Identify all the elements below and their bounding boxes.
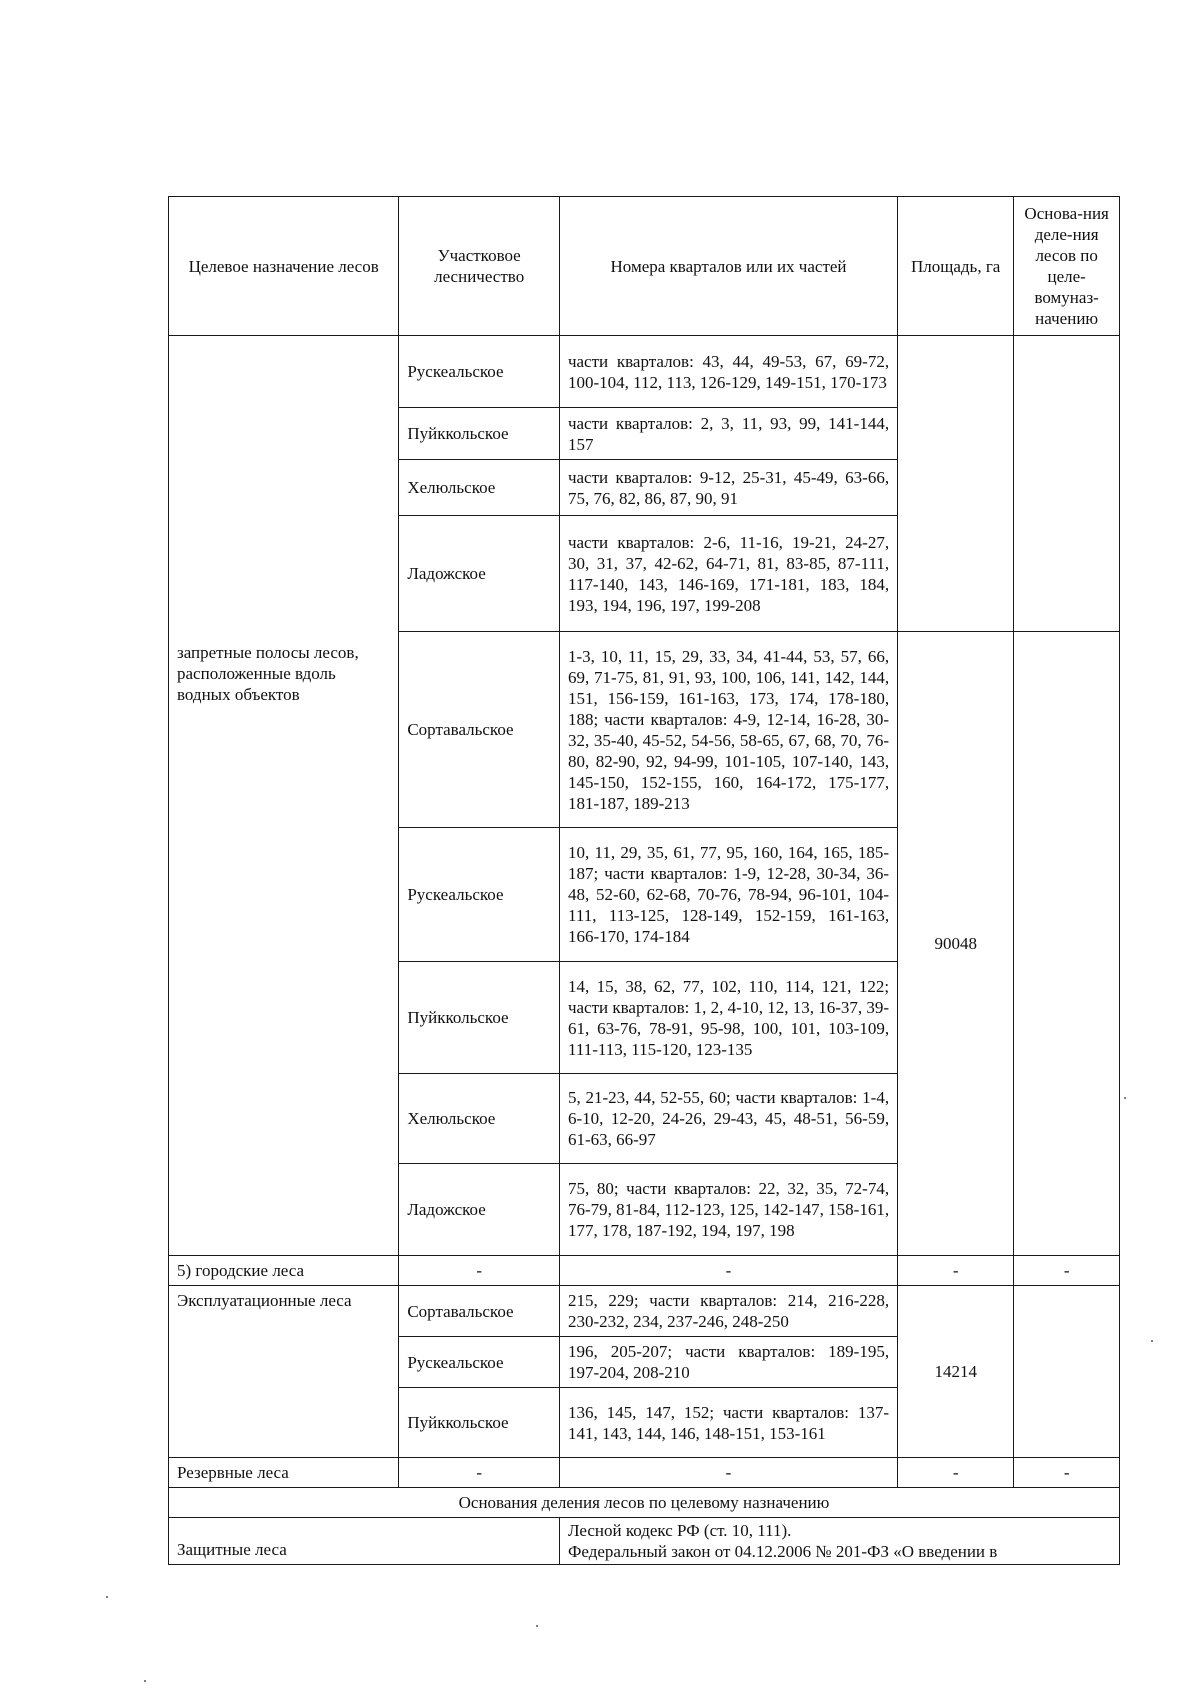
quarters-cell: 75, 80; части кварталов: 22, 32, 35, 72-74, 76-79, 81-84, 112-123, 125, 142-147, 158-161, 177, 178, 187-192, 194, 197, 198	[559, 1164, 897, 1256]
quarters-cell: части кварталов: 9-12, 25-31, 45-49, 63-66, 75, 76, 82, 86, 87, 90, 91	[559, 460, 897, 516]
forest-purpose-table	[168, 196, 1120, 1565]
quarters-cell: части кварталов: 2, 3, 11, 93, 99, 141-144, 157	[559, 408, 897, 460]
quarters-cell: 14, 15, 38, 62, 77, 102, 110, 114, 121, 122; части кварталов: 1, 2, 4-10, 12, 13, 16-37, 39-61, 63-76, 78-91, 95-98, 100, 101, 103-109, 111-113, 115-120, 123-135	[559, 962, 897, 1074]
basis-laws-cell	[559, 1518, 1119, 1565]
district-cell: Хелюльское	[399, 460, 560, 516]
district-cell: Хелюльское	[399, 1074, 560, 1164]
quarters-cell: -	[559, 1256, 897, 1286]
scan-speck	[144, 1680, 146, 1682]
scan-speck	[106, 1596, 108, 1598]
protective-forests-cell: Защитные леса	[169, 1518, 560, 1565]
table-row	[169, 1518, 1120, 1565]
law-line-1: Лесной кодекс РФ (ст. 10, 111).	[567, 1521, 792, 1540]
basis-cell	[1014, 632, 1120, 1256]
basis-cell	[1014, 336, 1120, 632]
quarters-cell: 215, 229; части кварталов: 214, 216-228, 230-232, 234, 237-246, 248-250	[559, 1286, 897, 1337]
basis-cell	[1014, 1286, 1120, 1458]
header-purpose: Целевое назначение лесов	[169, 197, 399, 336]
header-area: Площадь, га	[898, 197, 1014, 336]
district-cell: Ладожское	[399, 516, 560, 632]
basis-section-title: Основания деления лесов по целевому назначению	[169, 1488, 1120, 1518]
table-header-row	[169, 197, 1120, 336]
district-cell: -	[399, 1458, 560, 1488]
district-cell: Рускеальское	[399, 336, 560, 408]
purpose-cell	[169, 336, 399, 1256]
district-cell: -	[399, 1256, 560, 1286]
header-district: Участковое лесничество	[399, 197, 560, 336]
area-cell: 90048	[898, 632, 1014, 1256]
area-cell: -	[898, 1256, 1014, 1286]
scan-speck	[1124, 1097, 1126, 1099]
table-row	[169, 1256, 1120, 1286]
district-cell: Пуйккольское	[399, 962, 560, 1074]
quarters-cell: 10, 11, 29, 35, 61, 77, 95, 160, 164, 165, 185-187; части кварталов: 1-9, 12-28, 30-34, 36-48, 52-60, 62-68, 70-76, 78-94, 96-101, 104-111, 113-125, 128-149, 152-159, 161-163, 166-170, 174-184	[559, 828, 897, 962]
quarters-cell: части кварталов: 2-6, 11-16, 19-21, 24-27, 30, 31, 37, 42-62, 64-71, 81, 83-85, 87-111, 117-140, 143, 146-169, 171-181, 183, 184, 193, 194, 196, 197, 199-208	[559, 516, 897, 632]
district-cell: Рускеальское	[399, 1337, 560, 1388]
header-basis: Основа-ния деле-ния лесов по целе-вомуназ-начению	[1014, 197, 1120, 336]
law-line-2: Федеральный закон от 04.12.2006 № 201-ФЗ «О введении в	[567, 1542, 998, 1561]
area-cell: -	[898, 1458, 1014, 1488]
basis-cell: -	[1014, 1458, 1120, 1488]
section-title-row	[169, 1488, 1120, 1518]
table-row	[169, 336, 1120, 408]
purpose-cell: Резервные леса	[169, 1458, 399, 1488]
scan-speck	[1151, 1340, 1153, 1342]
purpose-text: запретные полосы лесов, расположенные вдоль водных объектов	[177, 643, 359, 704]
quarters-cell: -	[559, 1458, 897, 1488]
quarters-cell: 196, 205-207; части кварталов: 189-195, 197-204, 208-210	[559, 1337, 897, 1388]
district-cell: Ладожское	[399, 1164, 560, 1256]
quarters-cell: 1-3, 10, 11, 15, 29, 33, 34, 41-44, 53, 57, 66, 69, 71-75, 81, 91, 93, 100, 106, 141, 142, 144, 151, 156-159, 161-163, 173, 174, 178-180, 188; части кварталов: 4-9, 12-14, 16-28, 30-32, 35-40, 45-52, 54-56, 58-65, 67, 68, 70, 76-80, 82-90, 92, 94-99, 101-105, 107-140, 143, 145-150, 152-155, 160, 164-172, 175-177, 181-187, 189-213	[559, 632, 897, 828]
district-cell: Пуйккольское	[399, 1388, 560, 1458]
district-cell: Пуйккольское	[399, 408, 560, 460]
header-quarters: Номера кварталов или их частей	[559, 197, 897, 336]
district-cell: Сортавальское	[399, 1286, 560, 1337]
purpose-cell: 5) городские леса	[169, 1256, 399, 1286]
table-row	[169, 1458, 1120, 1488]
district-cell: Рускеальское	[399, 828, 560, 962]
district-cell: Сортавальское	[399, 632, 560, 828]
table-row	[169, 1286, 1120, 1337]
scan-speck	[536, 1625, 538, 1627]
quarters-cell: 5, 21-23, 44, 52-55, 60; части кварталов: 1-4, 6-10, 12-20, 24-26, 29-43, 45, 48-51, 56-59, 61-63, 66-97	[559, 1074, 897, 1164]
purpose-cell: Эксплуатационные леса	[169, 1286, 399, 1458]
quarters-cell: части кварталов: 43, 44, 49-53, 67, 69-72, 100-104, 112, 113, 126-129, 149-151, 170-173	[559, 336, 897, 408]
quarters-cell: 136, 145, 147, 152; части кварталов: 137-141, 143, 144, 146, 148-151, 153-161	[559, 1388, 897, 1458]
area-cell	[898, 336, 1014, 632]
area-cell: 14214	[898, 1286, 1014, 1458]
basis-cell: -	[1014, 1256, 1120, 1286]
